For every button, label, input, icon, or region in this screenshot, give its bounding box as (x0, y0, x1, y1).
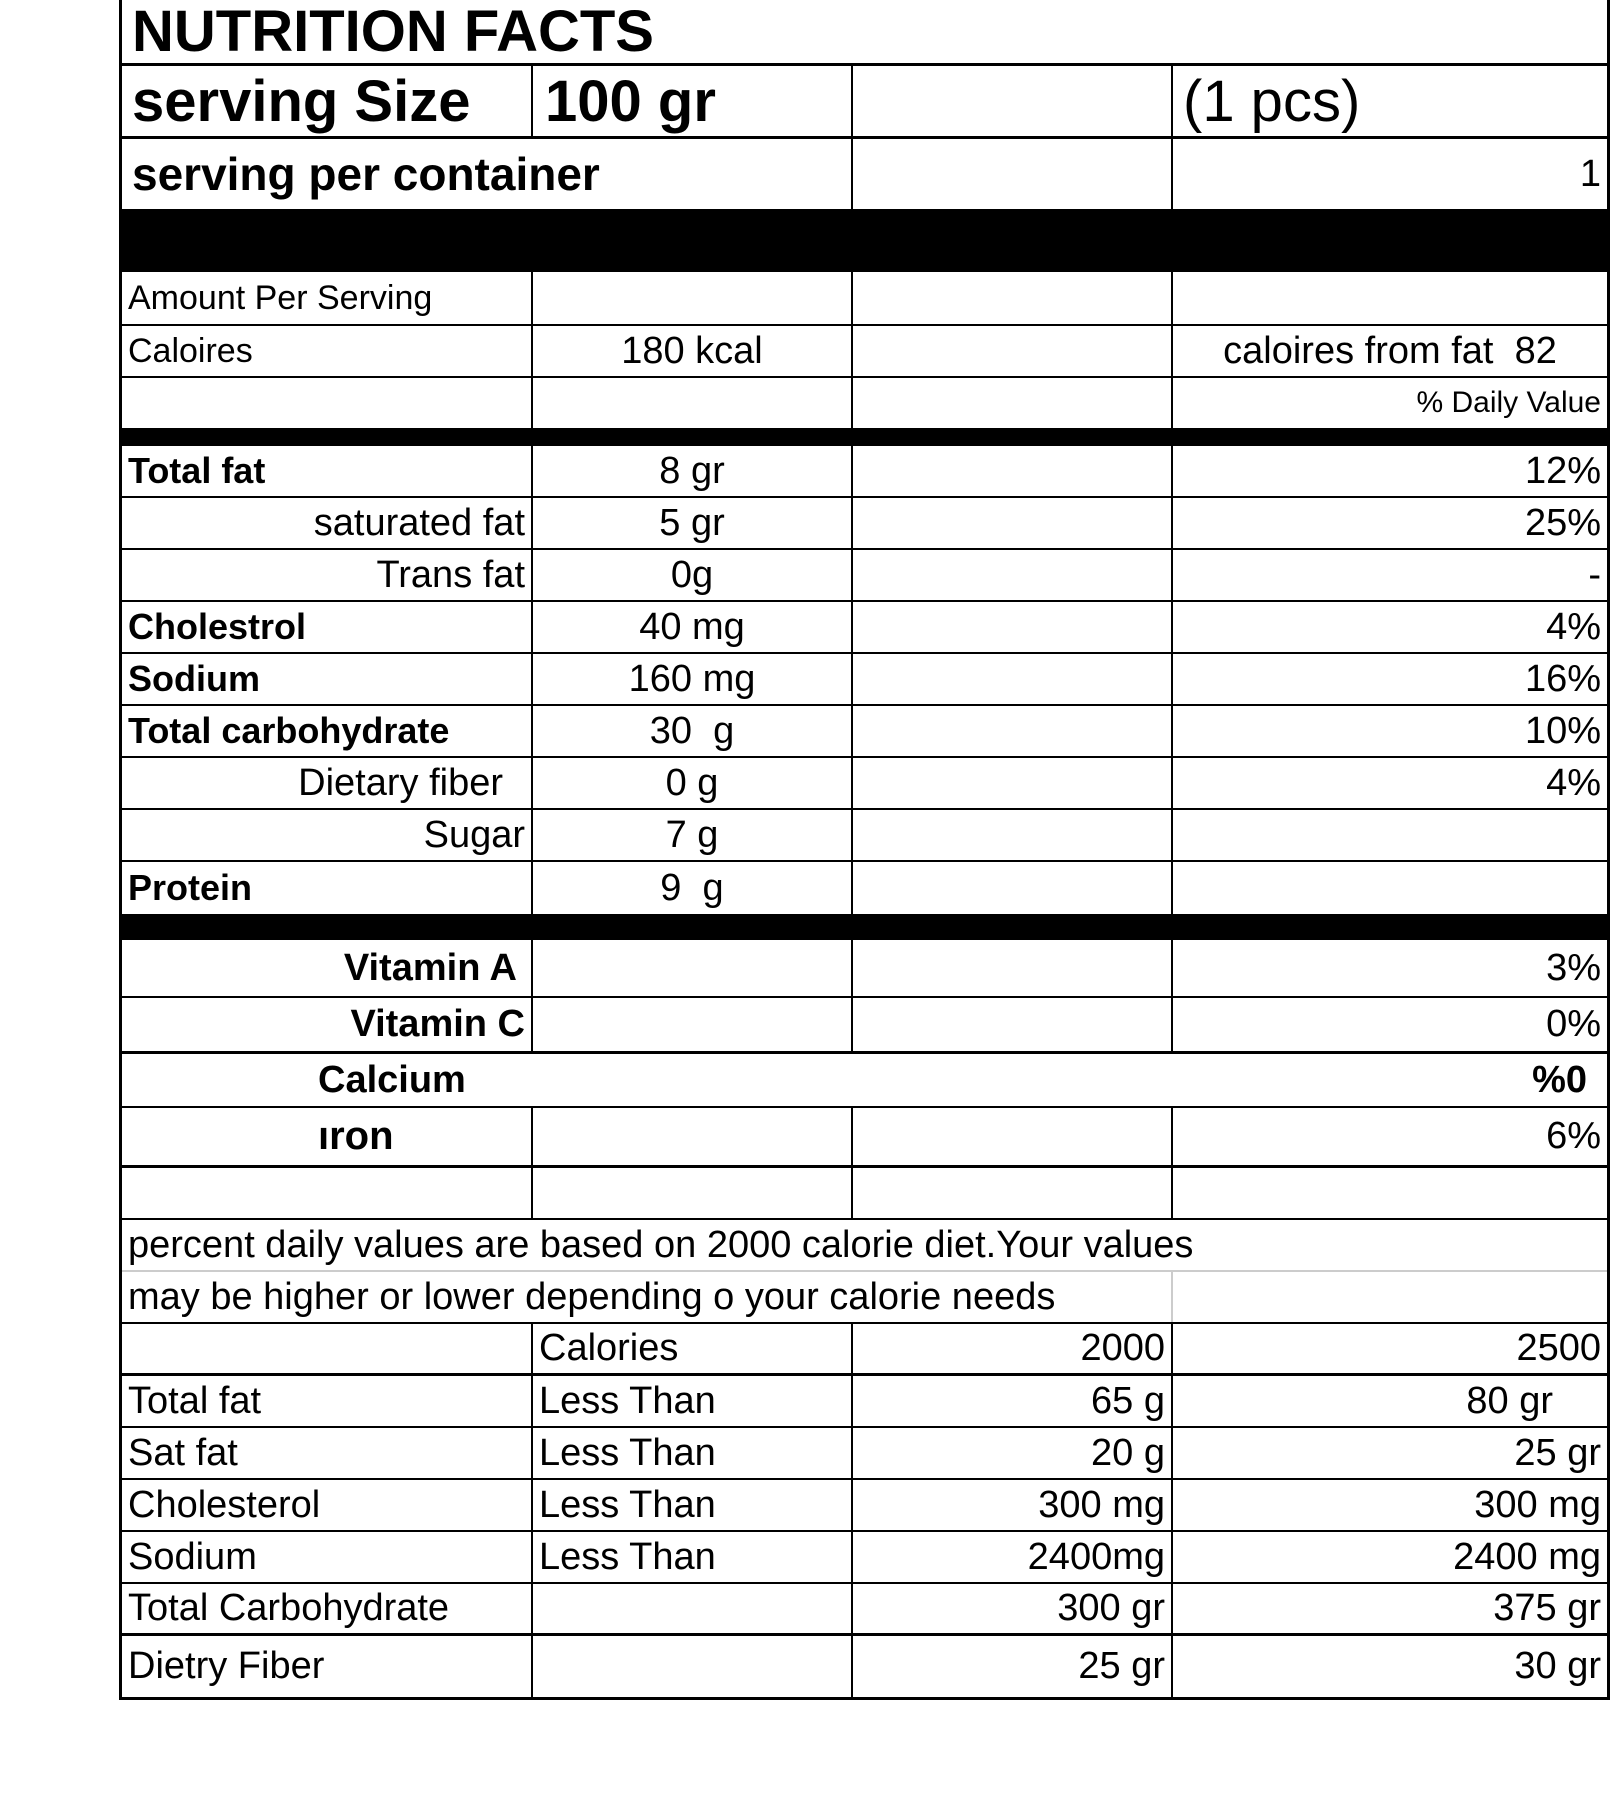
nutrient-amount: 160 mg (531, 654, 851, 704)
empty-cell (531, 272, 851, 324)
reference-row (122, 1376, 1607, 1428)
empty-cell (531, 998, 851, 1051)
reference-nutrient: Total fat (128, 1379, 262, 1422)
empty-cell (851, 758, 1171, 808)
nutrient-amount: 8 gr (531, 446, 851, 496)
servings-per-container-row (122, 139, 1607, 209)
empty-cell (1171, 1272, 1607, 1322)
reference-limit (531, 1584, 851, 1633)
medium-divider-bar (122, 428, 1607, 446)
reference-nutrient: Dietry Fiber (128, 1645, 325, 1687)
empty-cell (531, 940, 851, 996)
empty-cell (851, 654, 1171, 704)
empty-cell (851, 498, 1171, 548)
reference-value-2500: 300 mg (1171, 1480, 1607, 1530)
reference-limit (531, 1636, 851, 1697)
nutrient-name: Sugar (423, 813, 525, 856)
servings-per-container-label: serving per container (132, 148, 600, 200)
reference-nutrient: Sodium (128, 1535, 257, 1578)
reference-value-2000: 20 g (851, 1428, 1171, 1478)
amount-per-serving-label: Amount Per Serving (128, 278, 433, 317)
footnote-row (122, 1272, 1607, 1324)
nutrition-facts-label (119, 0, 1610, 1700)
empty-cell (851, 940, 1171, 996)
vitamin-daily-value: 6% (1171, 1108, 1607, 1165)
nutrient-amount: 0g (531, 550, 851, 600)
empty-cell (851, 862, 1171, 914)
servings-per-container-value: 1 (1171, 139, 1607, 209)
reference-value-2500: 80 gr (1171, 1376, 1607, 1426)
nutrient-name: Sodium (128, 658, 260, 699)
empty-cell (851, 706, 1171, 756)
calories-value: 180 kcal (531, 326, 851, 376)
nutrient-daily-value: 12% (1171, 446, 1607, 496)
nutrient-daily-value (1171, 862, 1607, 914)
empty-cell (851, 1108, 1171, 1165)
calories-label: Caloires (128, 331, 253, 370)
reference-limit: Less Than (531, 1376, 851, 1426)
reference-value-2000: 25 gr (851, 1636, 1171, 1697)
nutrient-row (122, 498, 1607, 550)
reference-value-2000: 300 gr (851, 1584, 1171, 1633)
nutrient-daily-value: 4% (1171, 602, 1607, 652)
nutrient-amount: 30 g (531, 706, 851, 756)
empty-cell (1171, 1168, 1607, 1218)
servings-per-container-empty (851, 139, 1171, 209)
nutrient-daily-value: 10% (1171, 706, 1607, 756)
medium-divider-bar (122, 914, 1607, 940)
vitamin-row (122, 1108, 1607, 1168)
empty-row (122, 1168, 1607, 1220)
empty-cell (851, 602, 1171, 652)
nutrient-amount: 5 gr (531, 498, 851, 548)
footnote-line-1: percent daily values are based on 2000 calorie diet.Your values (128, 1223, 1194, 1266)
nutrient-row (122, 810, 1607, 862)
empty-cell (122, 1168, 531, 1218)
vitamin-daily-value: 3% (1171, 940, 1607, 996)
calories-from-fat: caloires from fat 82 (1171, 326, 1607, 376)
reference-row (122, 1532, 1607, 1584)
vitamin-name: Calcium (318, 1058, 466, 1101)
reference-nutrient: Total Carbohydrate (128, 1587, 450, 1629)
reference-header-2000: 2000 (851, 1324, 1171, 1373)
serving-size-row (122, 66, 1607, 139)
reference-header-row (122, 1324, 1607, 1376)
nutrient-daily-value: - (1171, 550, 1607, 600)
reference-value-2500: 375 gr (1171, 1584, 1607, 1633)
daily-value-header: % Daily Value (1171, 378, 1607, 428)
empty-cell (851, 810, 1171, 860)
reference-limit: Less Than (531, 1480, 851, 1530)
thick-divider-bar (122, 209, 1607, 272)
nutrient-row (122, 602, 1607, 654)
reference-row (122, 1636, 1607, 1697)
reference-header-calories: Calories (531, 1324, 851, 1373)
reference-nutrient: Sat fat (128, 1431, 238, 1474)
vitamin-row (122, 940, 1607, 998)
empty-cell (851, 378, 1171, 428)
vitamin-row (122, 1054, 1607, 1108)
nutrient-row (122, 446, 1607, 498)
title-row (122, 0, 1607, 66)
label-title: NUTRITION FACTS (132, 0, 654, 63)
serving-size-label: serving Size (132, 68, 471, 134)
nutrient-name: Total carbohydrate (128, 710, 450, 751)
empty-cell (531, 1108, 851, 1165)
nutrient-amount: 7 g (531, 810, 851, 860)
amount-per-serving-row (122, 272, 1607, 326)
empty-cell (851, 446, 1171, 496)
vitamin-name: Vitamin C (350, 1003, 525, 1045)
reference-value-2500: 2400 mg (1171, 1532, 1607, 1582)
nutrient-row (122, 654, 1607, 706)
empty-cell (1171, 272, 1607, 324)
reference-value-2000: 65 g (851, 1376, 1171, 1426)
nutrient-row (122, 706, 1607, 758)
nutrient-row (122, 758, 1607, 810)
empty-cell (122, 378, 531, 428)
empty-cell (851, 998, 1171, 1051)
vitamin-daily-value: %0 (1532, 1058, 1587, 1101)
empty-cell (851, 550, 1171, 600)
nutrient-row (122, 550, 1607, 602)
nutrient-name: saturated fat (313, 501, 525, 544)
empty-cell (531, 378, 851, 428)
nutrient-daily-value (1171, 810, 1607, 860)
reference-value-2500: 25 gr (1171, 1428, 1607, 1478)
empty-cell (851, 326, 1171, 376)
vitamin-name: ıron (318, 1114, 394, 1158)
reference-row (122, 1428, 1607, 1480)
empty-cell (122, 1324, 531, 1373)
reference-row (122, 1584, 1607, 1636)
vitamin-daily-value: 0% (1171, 998, 1607, 1051)
nutrient-name: Trans fat (376, 553, 525, 596)
vitamin-name: Vitamin A (343, 946, 517, 989)
nutrient-name: Dietary fiber (298, 761, 503, 804)
reference-nutrient: Cholesterol (128, 1483, 321, 1526)
footnote-row (122, 1220, 1607, 1272)
reference-value-2000: 300 mg (851, 1480, 1171, 1530)
empty-cell (851, 272, 1171, 324)
serving-size-pieces: (1 pcs) (1171, 66, 1607, 136)
footnote-line-2: may be higher or lower depending o your calorie needs (128, 1275, 1056, 1318)
reference-value-2500: 30 gr (1171, 1636, 1607, 1697)
reference-limit: Less Than (531, 1428, 851, 1478)
nutrient-amount: 0 g (531, 758, 851, 808)
serving-size-value: 100 gr (531, 66, 851, 136)
reference-row (122, 1480, 1607, 1532)
reference-limit: Less Than (531, 1532, 851, 1582)
empty-cell (851, 1168, 1171, 1218)
vitamin-row (122, 998, 1607, 1054)
reference-value-2000: 2400mg (851, 1532, 1171, 1582)
empty-cell (531, 1168, 851, 1218)
nutrient-daily-value: 16% (1171, 654, 1607, 704)
nutrient-amount: 9 g (531, 862, 851, 914)
nutrient-name: Cholestrol (128, 606, 307, 647)
calories-row (122, 326, 1607, 378)
reference-header-2500: 2500 (1171, 1324, 1607, 1373)
nutrient-daily-value: 25% (1171, 498, 1607, 548)
nutrient-name: Protein (128, 867, 253, 908)
serving-size-empty (851, 66, 1171, 136)
nutrient-name: Total fat (128, 450, 266, 491)
nutrient-daily-value: 4% (1171, 758, 1607, 808)
daily-value-header-row (122, 378, 1607, 428)
nutrient-amount: 40 mg (531, 602, 851, 652)
nutrient-row (122, 862, 1607, 914)
